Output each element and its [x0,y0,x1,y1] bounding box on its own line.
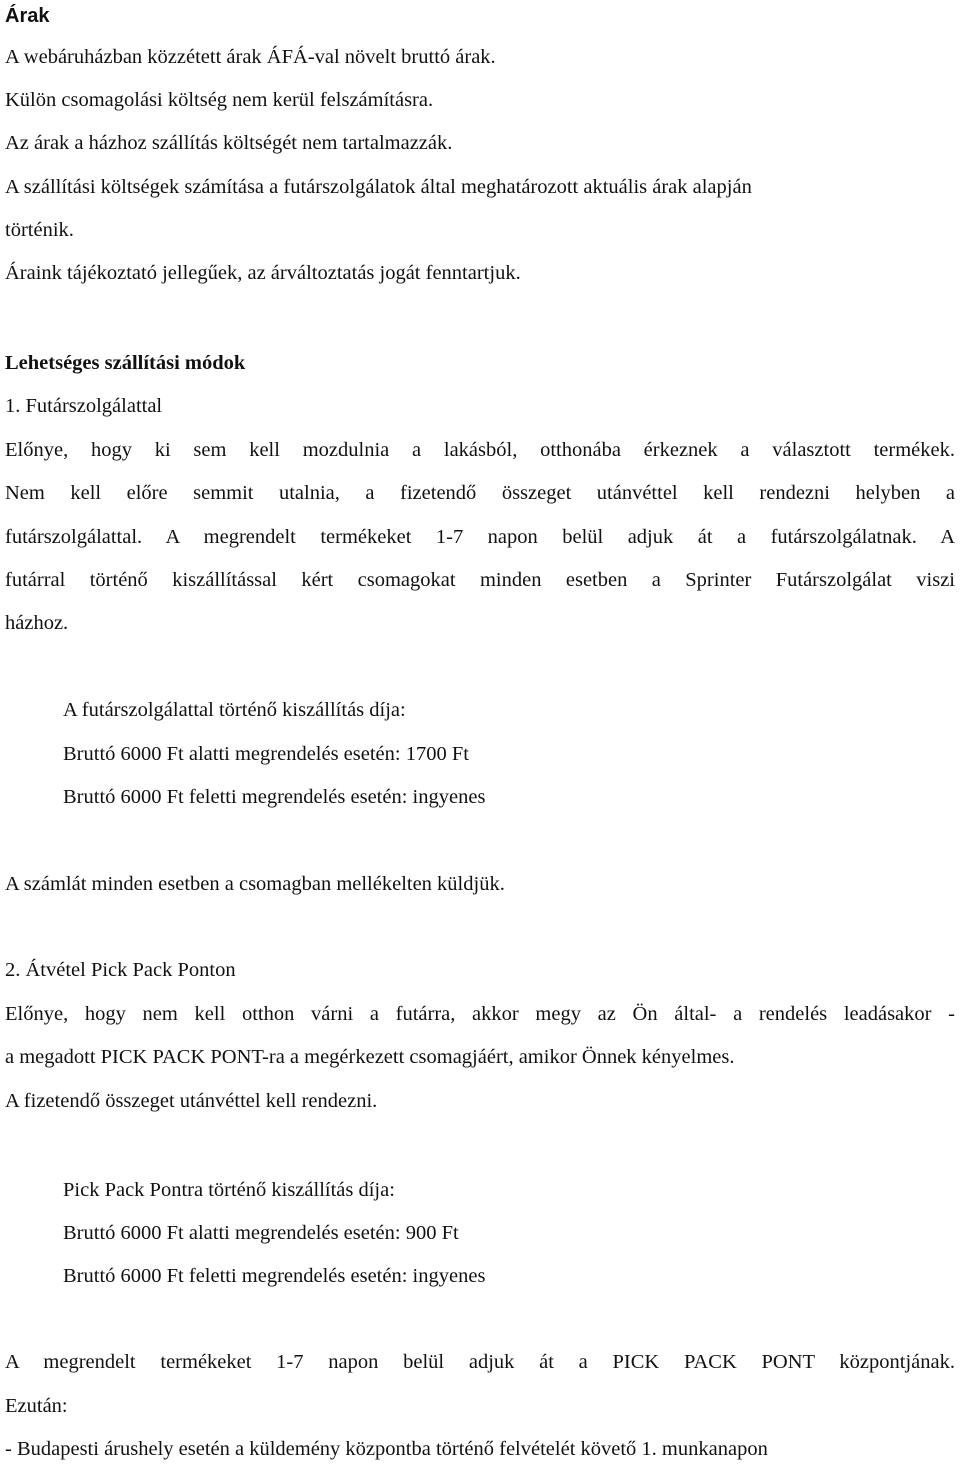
courier-paragraph-line: Nem kell előre semmit utalnia, a fizetendő összeget utánvéttel kell rendezni helyben a [5,482,955,504]
pickpack-paragraph-line: Előnye, hogy nem kell otthon várni a futárra, akkor megy az Ön által- a rendelés leadásakor - [5,1003,955,1025]
courier-fee-below: Bruttó 6000 Ft alatti megrendelés esetén: 1700 Ft [63,743,469,765]
courier-paragraph-line: Előnye, hogy ki sem kell mozdulnia a lakásból, otthonába érkeznek a választott termékek. [5,439,955,461]
pickpack-heading: 2. Átvétel Pick Pack Ponton [5,959,236,981]
pickpack-fee-above: Bruttó 6000 Ft feletti megrendelés esetén: ingyenes [63,1265,486,1287]
pickpack-paragraph-line: A fizetendő összeget utánvéttel kell rendezni. [5,1090,378,1112]
pickpack-closing-line: A megrendelt termékeket 1-7 napon belül adjuk át a PICK PACK PONT központjának. [5,1351,955,1373]
prices-line: történik. [5,219,74,241]
pickpack-closing-line: - Budapesti árushely esetén a küldemény központba történő felvételét követő 1. munkanapon [5,1438,768,1460]
pickpack-closing-line: Ezután: [5,1395,68,1417]
prices-line: Külön csomagolási költség nem kerül felszámításra. [5,89,434,111]
courier-paragraph-line: házhoz. [5,612,69,634]
pickpack-fee-title: Pick Pack Pontra történő kiszállítás díja: [63,1179,395,1201]
shipping-heading: Lehetséges szállítási módok [5,352,246,374]
invoice-note: A számlát minden esetben a csomagban mellékelten küldjük. [5,873,505,895]
prices-line: A webáruházban közzétett árak ÁFÁ-val növelt bruttó árak. [5,46,496,68]
courier-paragraph-line: futárszolgálattal. A megrendelt termékeket 1-7 napon belül adjuk át a futárszolgálatnak. A [5,526,955,548]
courier-heading: 1. Futárszolgálattal [5,395,163,417]
prices-line: Áraink tájékoztató jellegűek, az árváltoztatás jogát fenntartjuk. [5,262,521,284]
pickpack-paragraph-line: a megadott PICK PACK PONT-ra a megérkezett csomagjáért, amikor Önnek kényelmes. [5,1046,735,1068]
prices-heading: Árak [5,5,50,27]
courier-fee-title: A futárszolgálattal történő kiszállítás díja: [63,699,406,721]
prices-line: Az árak a házhoz szállítás költségét nem tartalmazzák. [5,132,453,154]
courier-fee-above: Bruttó 6000 Ft feletti megrendelés esetén: ingyenes [63,786,486,808]
prices-line: A szállítási költségek számítása a futárszolgálatok által meghatározott aktuális árak alapján [5,176,752,198]
pickpack-fee-below: Bruttó 6000 Ft alatti megrendelés esetén: 900 Ft [63,1222,459,1244]
courier-paragraph-line: futárral történő kiszállítással kért csomagokat minden esetben a Sprinter Futárszolgálat viszi [5,569,955,591]
